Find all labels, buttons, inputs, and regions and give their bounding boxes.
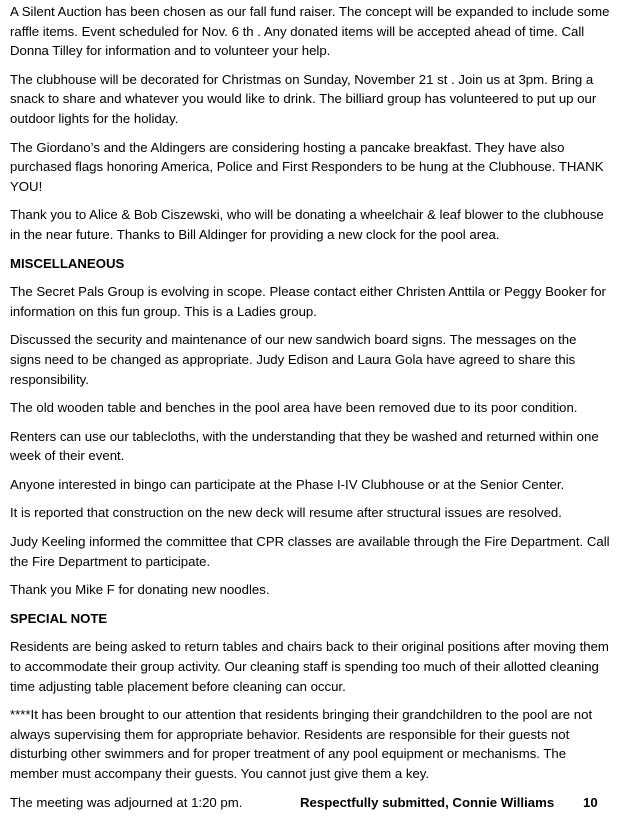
paragraph-pool-table-removed: The old wooden table and benches in the pool area have been removed due to its poor condition. (10, 400, 578, 416)
paragraph-sandwich-board-signs: Discussed the security and maintenance of our new sandwich board signs. The messages on the signs need to be changed as appropriate. Judy Edison and Laura Gola have agreed to share this responsibility. (10, 332, 577, 387)
paragraph-pool-supervision: ****It has been brought to our attention that residents bringing their grandchildren to the pool are not always supervising them for appropriate behavior. Residents are responsible for their guests not disturbing other swimmers and for proper treatment of any pool equipment or mechanisms. The member must accompany their guests. You cannot just give them a key. (10, 707, 593, 781)
adjourned-text: The meeting was adjourned at 1:20 pm. (10, 794, 243, 810)
paragraph-noodles-thanks: Thank you Mike F for donating new noodles. (10, 582, 270, 598)
paragraph-donations-thanks: Thank you to Alice & Bob Ciszewski, who will be donating a wheelchair & leaf blower to the clubhouse in the near future. Thanks to Bill Aldinger for providing a new clock for the pool area. (10, 207, 604, 242)
paragraph-silent-auction: A Silent Auction has been chosen as our fall fund raiser. The concept will be expanded to include some raffle items. Event scheduled for Nov. 6 th . Any donated items will be accepted ahead of time. Call Donna Tilley for information and to volunteer your help. (10, 4, 610, 59)
paragraph-christmas-decorating: The clubhouse will be decorated for Christmas on Sunday, November 21 st . Join us at 3pm. Bring a snack to share and whatever you would like to drink. The billiard group has volunteered to put up our outdoor lights for the holiday. (10, 71, 597, 126)
paragraph-cpr-classes: Judy Keeling informed the committee that CPR classes are available through the Fire Department. Call the Fire Department to participate. (10, 534, 610, 569)
submitted-by: Respectfully submitted, Connie Williams (300, 794, 555, 810)
paragraph-bingo: Anyone interested in bingo can participate at the Phase I-IV Clubhouse or at the Senior Center. (10, 476, 565, 492)
paragraph-tablecloths: Renters can use our tablecloths, with the understanding that they be washed and returned within one week of their event. (10, 428, 599, 464)
document-page (10, 2, 610, 813)
page-number: 10 (583, 794, 598, 810)
paragraph-pancake-breakfast: The Giordano’s and the Aldingers are considering hosting a pancake breakfast. They have also purchased flags honoring America, Police and First Responders to be hung at the Clubhouse. THANK YOU! (10, 139, 604, 194)
paragraph-tables-chairs: Residents are being asked to return tables and chairs back to their original positions after moving them to accommodate their group activity. Our cleaning staff is spending too much of their allotted cleaning time adjusting table placement before cleaning can occur. (10, 639, 609, 694)
heading-miscellaneous: MISCELLANEOUS (10, 255, 125, 271)
heading-special-note: SPECIAL NOTE (10, 610, 108, 626)
paragraph-secret-pals: The Secret Pals Group is evolving in scope. Please contact either Christen Anttila or Peggy Booker for information on this fun group. This is a Ladies group. (10, 284, 606, 319)
document-footer (10, 793, 610, 813)
paragraph-deck-construction: It is reported that construction on the new deck will resume after structural issues are resolved. (10, 505, 562, 521)
